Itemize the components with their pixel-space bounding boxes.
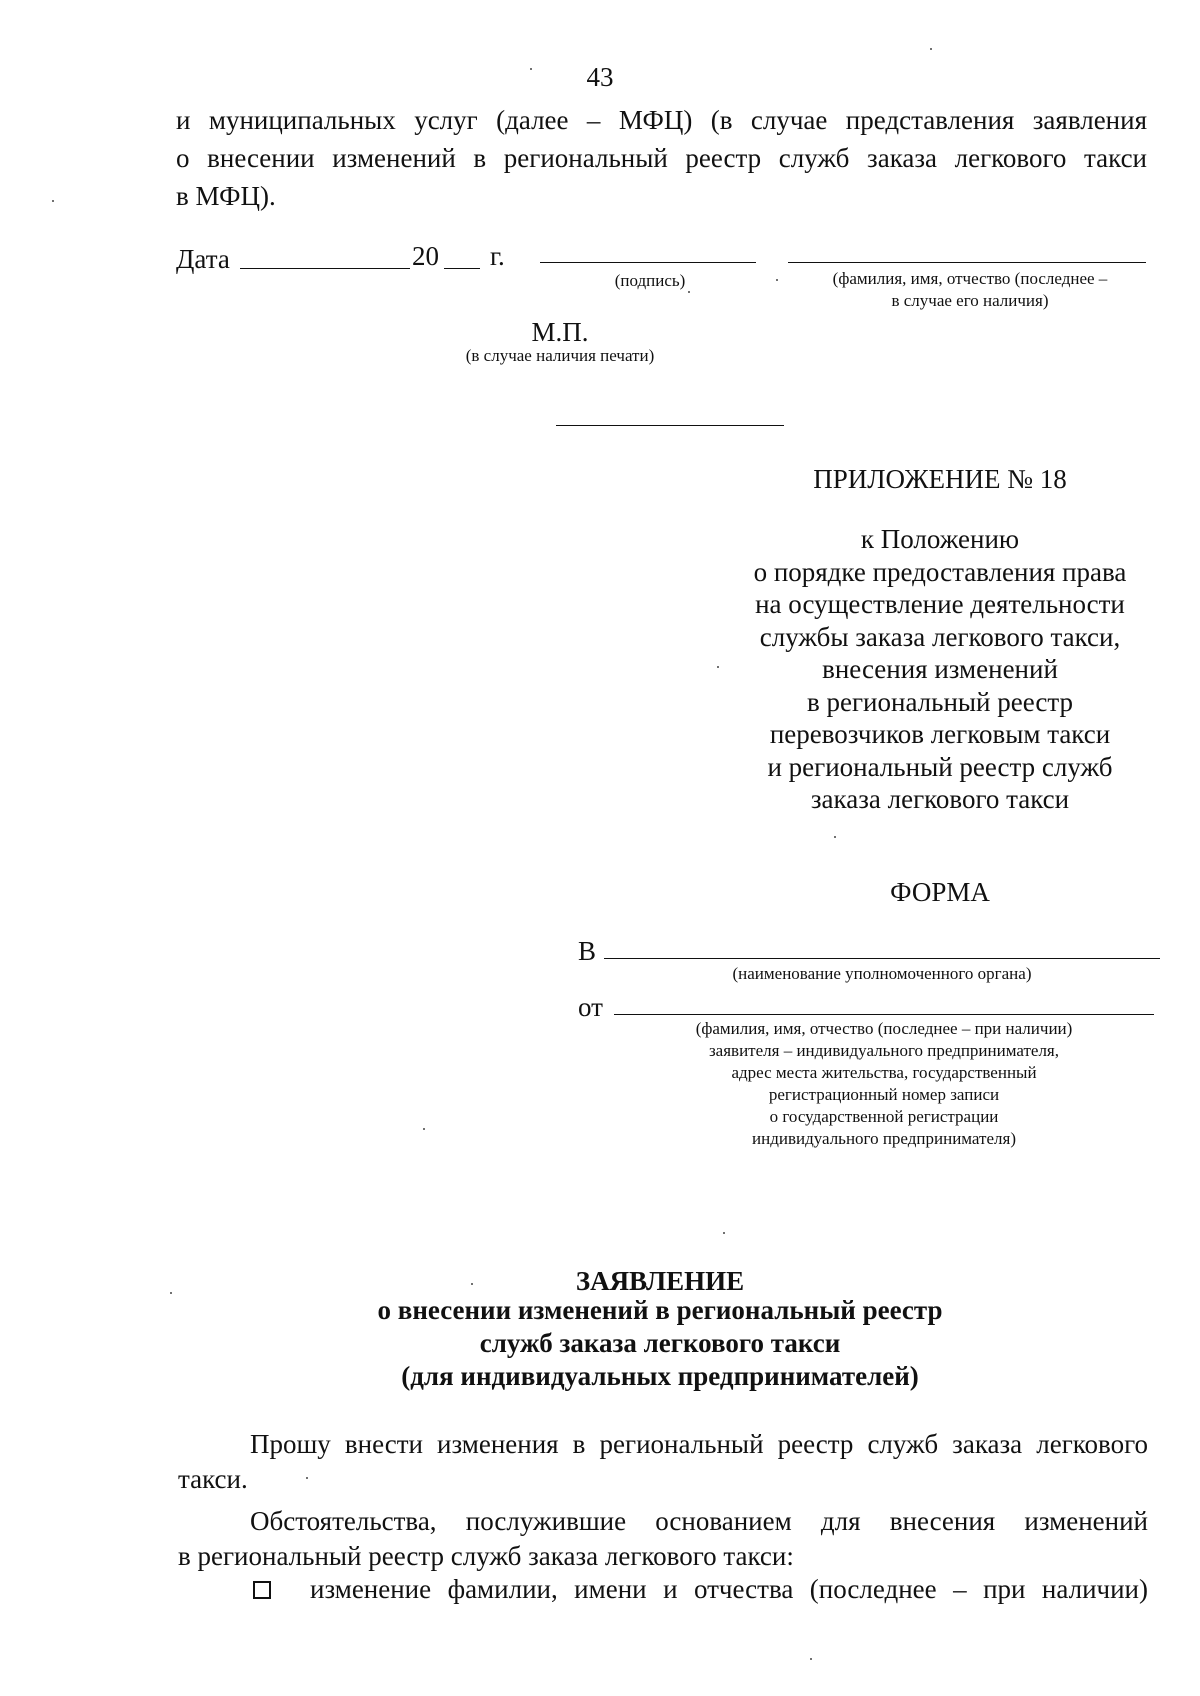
para1-line-1: Прошу внести изменения в региональный реестр служб заказа легкового: [250, 1429, 1148, 1459]
intro-line-3: в МФЦ).: [176, 181, 276, 211]
scan-speck: [723, 1232, 725, 1234]
to-label: В: [578, 936, 597, 966]
option1-checkbox[interactable]: [253, 1581, 271, 1599]
from-caption: [614, 1018, 1154, 1150]
scan-speck: [834, 836, 836, 838]
from-caption-line: (фамилия, имя, отчество (последнее – при наличии): [695, 1019, 1073, 1038]
scan-speck: [810, 1658, 812, 1660]
appendix-line: и региональный реестр служб: [767, 751, 1113, 782]
para2-line-2: в региональный реестр служб заказа легкового такси:: [178, 1541, 794, 1571]
fio-caption-line-2: в случае его наличия): [891, 291, 1049, 310]
appendix-subtitle: [720, 523, 1160, 816]
appendix-line: в региональный реестр: [806, 686, 1073, 717]
appendix-title: ПРИЛОЖЕНИЕ № 18: [813, 464, 1067, 494]
date-label: Дата: [176, 244, 230, 274]
application-title: ЗАЯВЛЕНИЕ: [575, 1266, 745, 1296]
scan-speck: [530, 68, 532, 70]
stamp-label: М.П.: [531, 317, 589, 347]
date-year-prefix: 20: [412, 241, 439, 271]
date-year-suffix: г.: [490, 241, 505, 271]
application-subtitle-line: (для индивидуальных предпринимателей): [401, 1361, 919, 1391]
date-year-line: [444, 268, 480, 269]
to-line: [604, 958, 1160, 959]
from-caption-line: адрес места жительства, государственный: [731, 1063, 1037, 1082]
scan-speck: [471, 1283, 473, 1285]
stamp-caption: (в случае наличия печати): [465, 346, 655, 365]
application-subtitle-line: служб заказа легкового такси: [479, 1328, 841, 1358]
page-number: 43: [586, 62, 614, 92]
from-label: от: [578, 992, 603, 1022]
scan-speck: [717, 666, 719, 668]
application-subtitle-line: о внесении изменений в региональный реестр: [377, 1295, 943, 1325]
scan-speck: [423, 1128, 425, 1130]
scan-speck: [930, 48, 932, 50]
appendix-line: перевозчиков легковым такси: [769, 719, 1111, 749]
scan-speck: [170, 1292, 172, 1294]
appendix-line: о порядке предоставления права: [753, 556, 1127, 587]
form-label: ФОРМА: [890, 877, 990, 907]
fio-caption-line-1: (фамилия, имя, отчество (последнее –: [832, 269, 1108, 288]
intro-line-2: о внесении изменений в региональный реестр служб заказа легкового такси: [176, 143, 1147, 173]
appendix-line: заказа легкового такси: [810, 784, 1070, 814]
fio-line: [788, 262, 1146, 263]
from-caption-line: индивидуального предпринимателя): [752, 1129, 1016, 1148]
para1-line-2: такси.: [178, 1464, 248, 1494]
date-day-month-line: [240, 268, 410, 269]
from-caption-line: заявителя – индивидуального предпринимателя,: [708, 1041, 1060, 1060]
intro-line-1: и муниципальных услуг (далее – МФЦ) (в случае представления заявления: [176, 105, 1147, 135]
section-separator: [556, 425, 784, 426]
appendix-line: службы заказа легкового такси,: [759, 621, 1121, 652]
option1-label: изменение фамилии, имени и отчества (последнее – при наличии): [310, 1574, 1148, 1604]
scan-speck: [688, 291, 690, 293]
appendix-line: к Положению: [860, 524, 1020, 554]
appendix-line: на осуществление деятельности: [755, 589, 1125, 619]
from-line: [614, 1014, 1154, 1015]
signature-caption: (подпись): [614, 271, 686, 290]
to-caption: (наименование уполномоченного органа): [732, 964, 1032, 983]
scan-speck: [776, 279, 778, 281]
scan-speck: [52, 200, 54, 202]
para2-line-1: Обстоятельства, послужившие основанием для внесения изменений: [250, 1506, 1148, 1536]
from-caption-line: регистрационный номер записи: [768, 1085, 1000, 1104]
signature-line: [540, 262, 756, 263]
scan-speck: [306, 1477, 308, 1479]
appendix-line: внесения изменений: [822, 654, 1058, 684]
from-caption-line: о государственной регистрации: [769, 1107, 999, 1126]
